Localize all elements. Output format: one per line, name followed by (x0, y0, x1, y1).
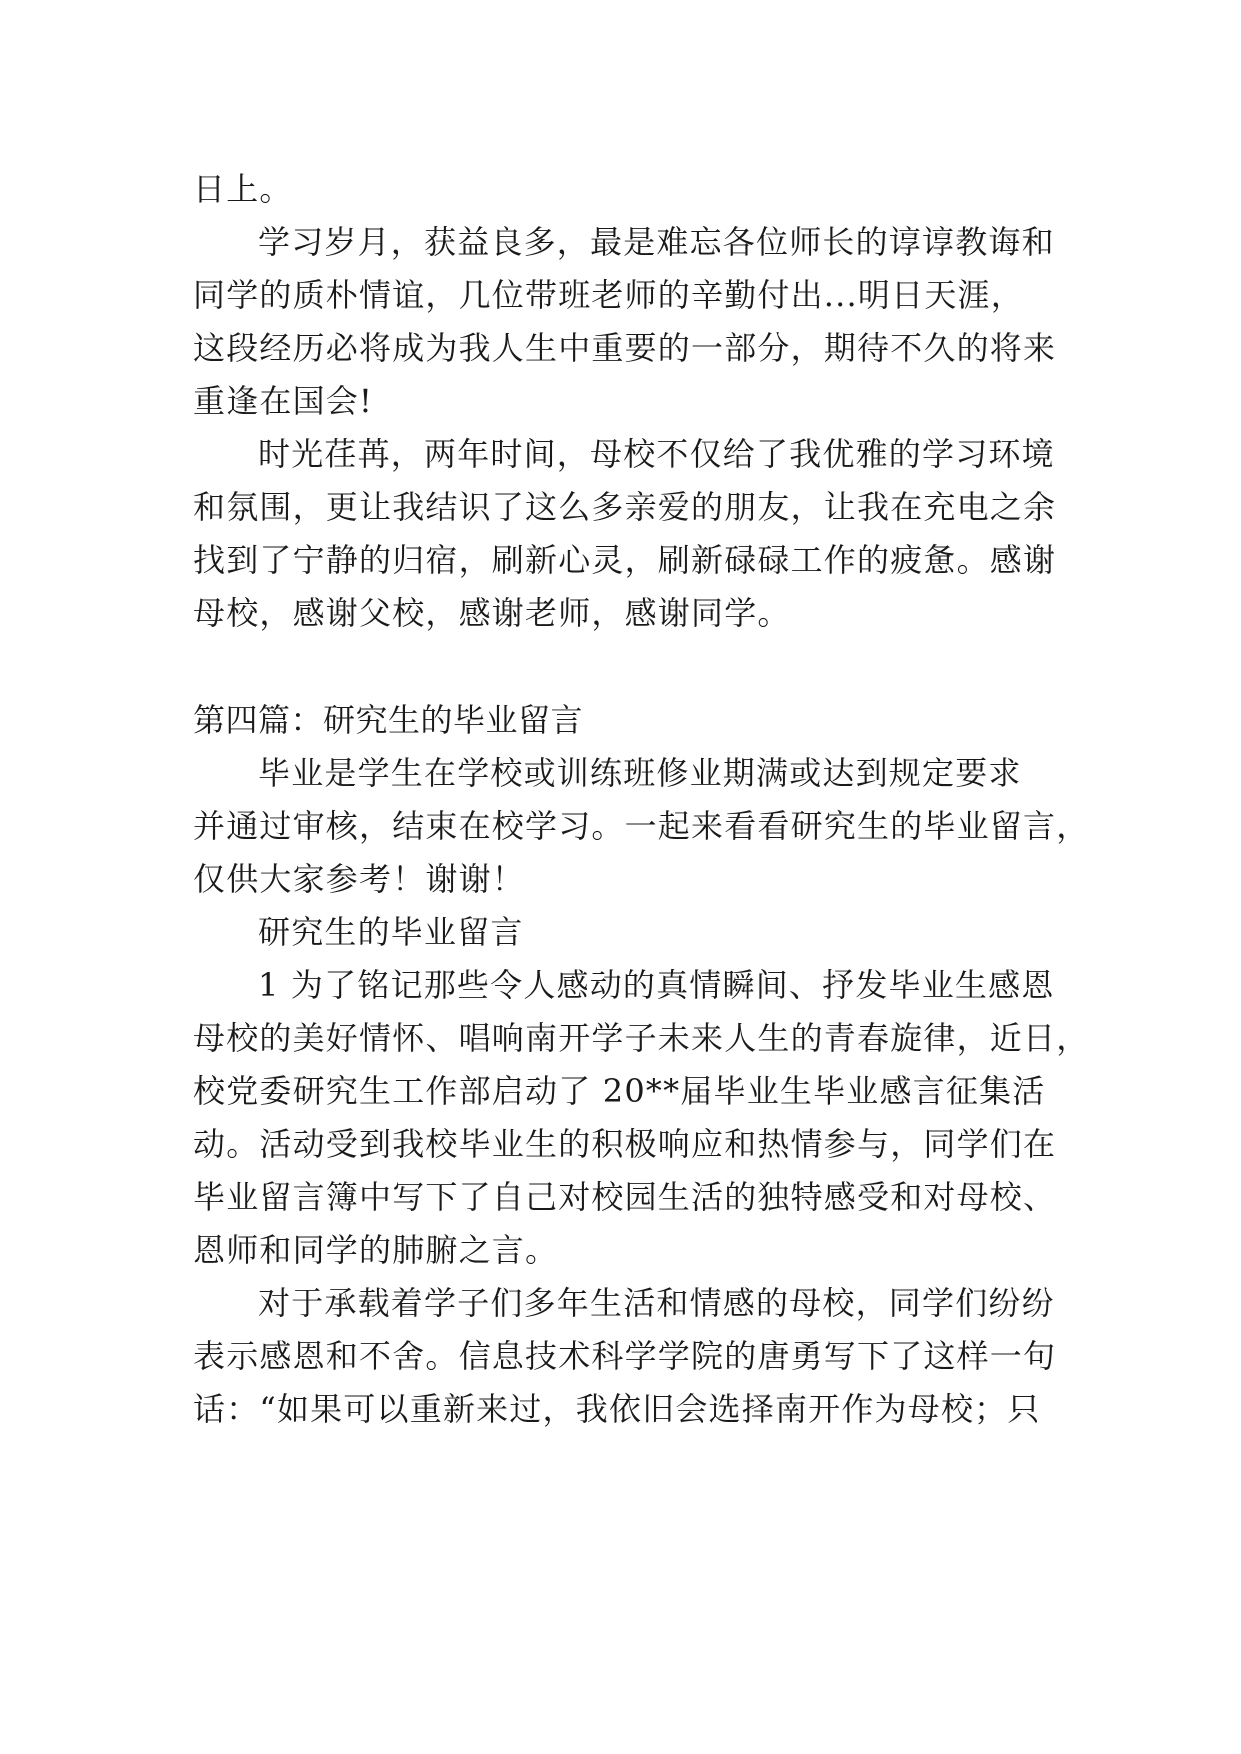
subheading-line: 研究生的毕业留言 (258, 913, 524, 951)
text-line: 并通过审核，结束在校学习。一起来看看研究生的毕业留言， (193, 807, 1090, 845)
text-line: 恩师和同学的肺腑之言。 (193, 1231, 559, 1269)
text-line: 母校，感谢父校，感谢老师，感谢同学。 (193, 594, 791, 632)
text-line: 母校的美好情怀、唱响南开学子未来人生的青春旋律，近日， (193, 1019, 1090, 1057)
paragraph-start-line: 毕业是学生在学校或训练班修业期满或达到规定要求 (258, 754, 1022, 792)
text-line: 表示感恩和不舍。信息技术科学学院的唐勇写下了这样一句 (193, 1337, 1057, 1375)
paragraph-start-line: 时光荏苒，两年时间，母校不仅给了我优雅的学习环境 (258, 435, 1055, 473)
text-line: 毕业留言簿中写下了自己对校园生活的独特感受和对母校、 (193, 1178, 1057, 1216)
text-line: 这段经历必将成为我人生中重要的一部分，期待不久的将来 (193, 329, 1057, 367)
text-line: 找到了宁静的归宿，刷新心灵，刷新碌碌工作的疲惫。感谢 (193, 541, 1057, 579)
text-line: 话：“如果可以重新来过，我依旧会选择南开作为母校；只 (193, 1390, 1041, 1428)
text-line: 日上。 (193, 170, 293, 208)
paragraph-start-line: 学习岁月，获益良多，最是难忘各位师长的谆谆教诲和 (258, 223, 1055, 261)
text-line: 动。活动受到我校毕业生的积极响应和热情参与，同学们在 (193, 1125, 1057, 1163)
text-line: 重逢在国会! (193, 382, 374, 420)
text-line: 校党委研究生工作部启动了 20**届毕业生毕业感言征集活 (193, 1072, 1046, 1110)
section-heading: 第四篇：研究生的毕业留言 (193, 701, 584, 739)
paragraph-start-line: 对于承载着学子们多年生活和情感的母校，同学们纷纷 (258, 1284, 1055, 1322)
text-line: 仅供大家参考！谢谢！ (193, 860, 526, 898)
paragraph-start-line: 1 为了铭记那些令人感动的真情瞬间、抒发毕业生感恩 (258, 966, 1055, 1004)
text-line: 同学的质朴情谊，几位带班老师的辛勤付出...明日天涯， (193, 276, 1024, 314)
text-line: 和氛围，更让我结识了这么多亲爱的朋友，让我在充电之余 (193, 488, 1057, 526)
